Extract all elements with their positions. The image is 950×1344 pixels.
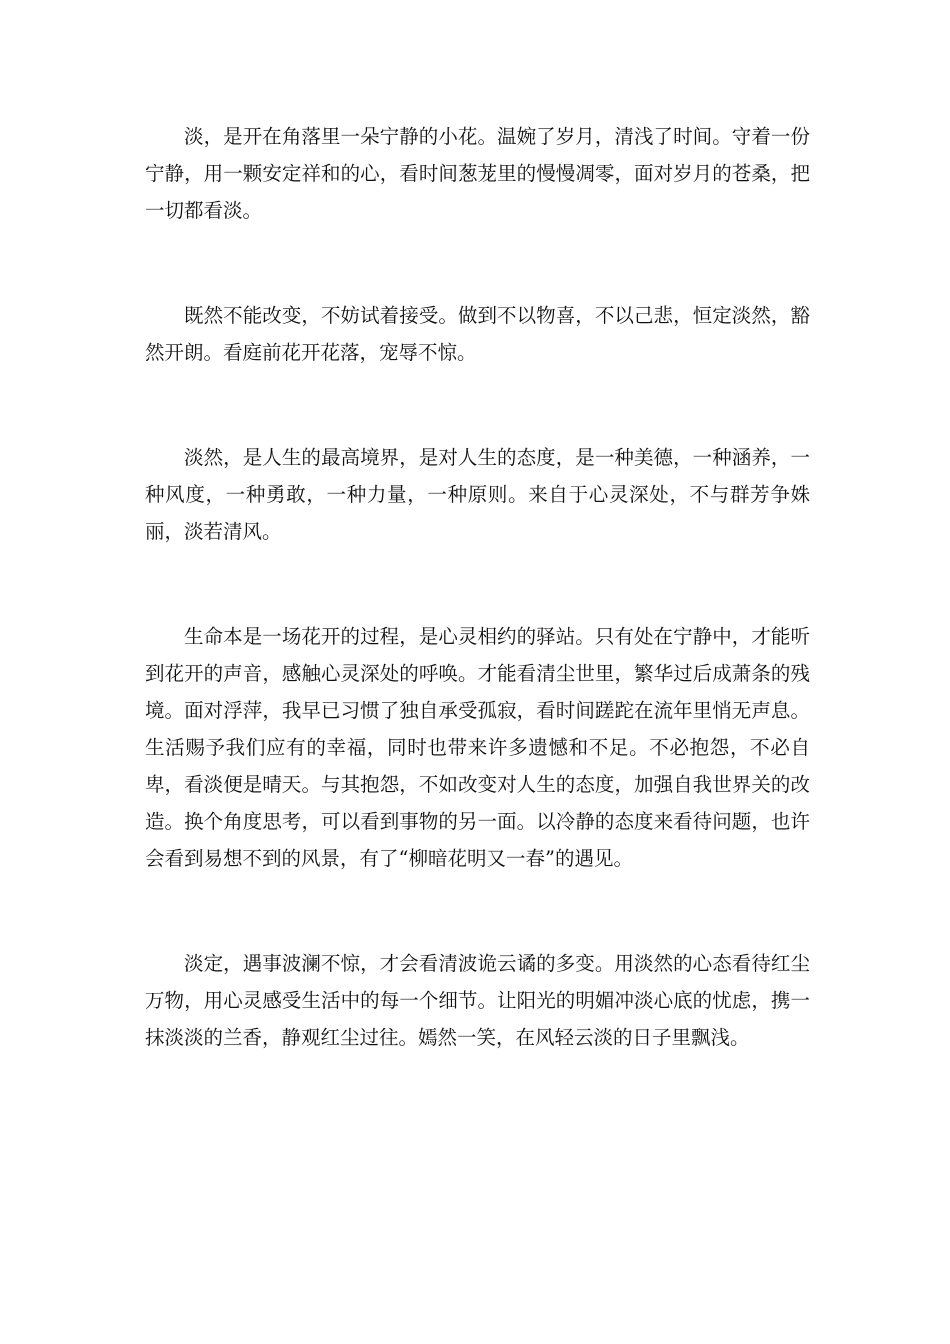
document-body [145, 118, 810, 1056]
paragraph-1: 淡，是开在角落里一朵宁静的小花。温婉了岁月，清浅了时间。守着一份宁静，用一颗安定祥和的心，看时间葱茏里的慢慢凋零，面对岁月的苍桑，把一切都看淡。 [145, 125, 810, 222]
paragraph-spacer [145, 371, 810, 439]
paragraph-spacer [145, 877, 810, 945]
paragraph-spacer [145, 229, 810, 297]
paragraph-2: 既然不能改变，不妨试着接受。做到不以物喜，不以己悲，恒定淡然，豁然开朗。看庭前花开花落，宠辱不惊。 [145, 304, 810, 364]
paragraph-3: 淡然，是人生的最高境界，是对人生的态度，是一种美德，一种涵养，一种风度，一种勇敢，一种力量，一种原则。来自于心灵深处，不与群芳争姝丽，淡若清风。 [145, 446, 810, 543]
paragraph-4: 生命本是一场花开的过程，是心灵相约的驿站。只有处在宁静中，才能听到花开的声音，感触心灵深处的呼唤。才能看清尘世里，繁华过后成萧条的残境。面对浮萍，我早已习惯了独自承受孤寂，看时间蹉跎在流年里悄无声息。生活赐予我们应有的幸福，同时也带来许多遗憾和不足。不必抱怨，不必自卑，看淡便是晴天。与其抱怨，不如改变对人生的态度，加强自我世界关的改造。换个角度思考，可以看到事物的另一面。以冷静的态度来看待问题，也许会看到易想不到的风景，有了“柳暗花明又一春”的遇见。 [145, 625, 810, 870]
paragraph-spacer [145, 550, 810, 618]
paragraph-5: 淡定，遇事波澜不惊，才会看清波诡云谲的多变。用淡然的心态看待红尘万物，用心灵感受生活中的每一个细节。让阳光的明媚冲淡心底的忧虑，携一抹淡淡的兰香，静观红尘过往。嫣然一笑，在风轻云淡的日子里飘浅。 [145, 952, 810, 1049]
